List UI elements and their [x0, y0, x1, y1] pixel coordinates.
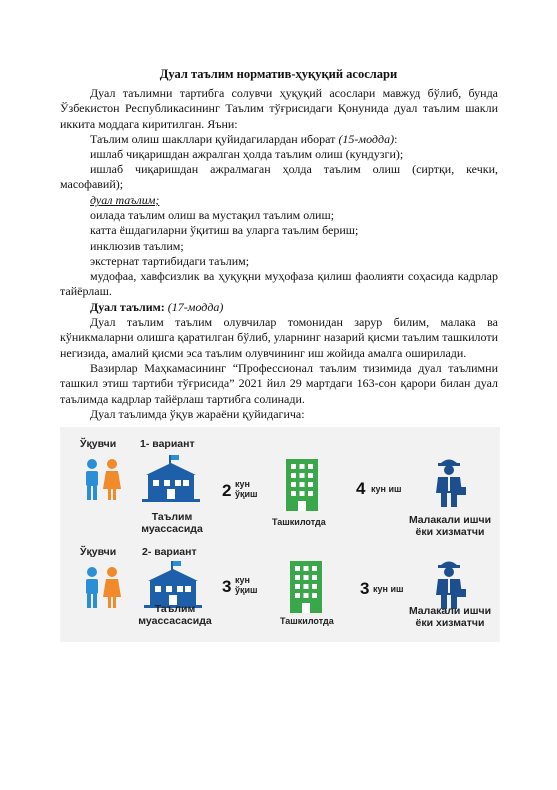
- study-days-label-line: ўқиш: [235, 585, 258, 595]
- list-item: ишлаб чиқаришдан ажралмаган ҳолда таълим олиш (сиртқи, кечки, масофавий);: [60, 162, 498, 192]
- worker-label-line: ёки хизматчи: [415, 526, 485, 538]
- students-icon: [80, 565, 126, 611]
- study-days-label: [235, 575, 258, 595]
- school-icon: [142, 561, 204, 609]
- students-icon: [80, 457, 126, 503]
- student-label: Ўқувчи: [80, 438, 117, 450]
- student-boy-icon: [86, 459, 98, 500]
- company-label: Ташкилотда: [280, 616, 334, 626]
- dual-definition-paragraph: Дуал таълим таълим олувчилар томонидан зарур билим, малака ва кўникмаларни олишга қаратилган бўлиб, уларнинг назарий қисми таълим ташкилоти негизида, амалий қисми эса таълим олувчининг иш жойида амалга оширилади.: [60, 315, 498, 360]
- school-label-line: Таълим: [151, 511, 193, 523]
- student-girl-icon: [103, 459, 121, 500]
- company-label: Ташкилотда: [272, 517, 326, 527]
- list-item: оилада таълим олиш ва мустақил таълим олиш;: [90, 208, 335, 222]
- school-label-line: Таълим: [154, 603, 196, 615]
- dual-article-ref: (17-модда): [167, 300, 224, 314]
- study-days-label: [235, 479, 258, 499]
- study-days-number: 2: [222, 481, 232, 500]
- list-item: ишлаб чиқаришдан ажралган ҳолда таълим олиш (кундузги);: [90, 147, 404, 161]
- variant-label: 1- вариант: [140, 438, 195, 450]
- school-icon: [140, 455, 202, 503]
- process-intro: Дуал таълимда ўқув жараёни қуйидагича:: [90, 407, 305, 421]
- work-days-label: кун иш: [373, 584, 404, 594]
- office-building-icon: [282, 459, 322, 511]
- study-days-label-line: кун: [235, 575, 250, 585]
- school-label: [132, 511, 212, 535]
- dual-heading-line: [90, 300, 223, 315]
- forms-line: [90, 132, 397, 147]
- list-item: мудофаа, хавфсизлик ва ҳуқуқни муҳофаза қилиш фаолияти соҳасида кадрлар тайёрлаш.: [60, 269, 498, 299]
- office-building-icon: [286, 561, 326, 613]
- worker-icon: [432, 455, 466, 507]
- worker-label-line: Малакали ишчи: [408, 514, 492, 526]
- school-label-line: муассасида: [141, 523, 203, 535]
- dual-heading: Дуал таълим:: [90, 300, 165, 314]
- decree-paragraph: Вазирлар Маҳкамасининг “Профессионал таълим тизимида дуал таълимни ташкил этиш тартиби тўғрисида” 2021 йил 29 мартдаги 163-сон қарори билан дуал таълимда кадрлар тайёрлаш тартибга солинади.: [60, 361, 498, 406]
- list-item: экстернат тартибидаги таълим;: [90, 254, 250, 268]
- forms-prefix: Таълим олиш шакллари қуйидагилардан иборат: [90, 132, 339, 146]
- dual-education-diagram: [60, 427, 500, 642]
- page-title: Дуал таълим норматив-ҳуқуқий асослари: [159, 67, 398, 81]
- study-days-label-line: кун: [235, 479, 250, 489]
- work-days-number: 4: [356, 479, 366, 498]
- variant-label: 2- вариант: [142, 546, 197, 558]
- list-item: инклюзив таълим;: [90, 239, 184, 253]
- student-boy-icon: [86, 567, 98, 608]
- dual-education-underlined: дуал таълим;: [90, 193, 160, 207]
- school-label-line: муассасасида: [138, 615, 212, 627]
- study-days-label-line: ўқиш: [235, 489, 258, 499]
- school-label: [126, 603, 224, 627]
- intro-paragraph: Дуал таълимни тартибга солувчи ҳуқуқий асослари мавжуд бўлиб, бунда Ўзбекистон Республикасининг Таълим тўғрисидаги Қонунида дуал таълим шакли иккита моддага киритилган. Яъни:: [60, 86, 498, 131]
- worker-label: [400, 514, 500, 538]
- worker-label: [400, 605, 500, 629]
- work-days-number: 3: [360, 579, 370, 598]
- worker-label-line: ёки хизматчи: [415, 617, 485, 629]
- list-item-dual: [90, 193, 159, 208]
- student-label: Ўқувчи: [80, 546, 117, 558]
- list-item: катта ёшдагиларни ўқитиш ва уларга таълим бериш;: [90, 223, 359, 237]
- worker-label-line: Малакали ишчи: [408, 605, 492, 617]
- student-girl-icon: [103, 567, 121, 608]
- worker-icon: [432, 557, 466, 609]
- work-days-label: кун иш: [371, 484, 402, 494]
- forms-article-ref: (15-модда): [338, 132, 395, 146]
- forms-suffix: :: [394, 132, 398, 146]
- study-days-number: 3: [222, 577, 232, 596]
